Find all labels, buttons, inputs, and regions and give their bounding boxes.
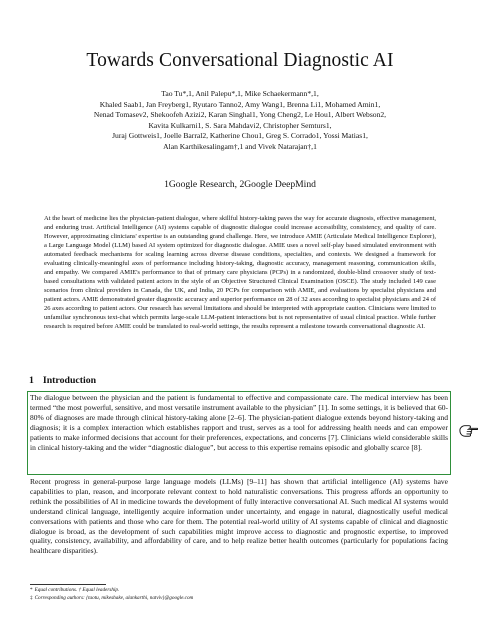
- section-title: Introduction: [42, 375, 97, 386]
- footnote-equal-contributions: * Equal contributions. † Equal leadership.: [30, 587, 120, 593]
- intro-paragraph-highlighted: The dialogue between the physician and the patient is fundamental to effective and compassionate care. The medical interview has been termed “the most powerful, sensitive, and most versatile instrument available to the physician” [1]. In some settings, it is believed that 60-80% of diagnoses are made through clinical history-taking alone [2–6]. The physician-patient dialogue extends beyond history-taking and diagnosis; it is a complex interaction which establishes rapport and trust, serves as a tool for addressing health needs and can empower patients to make informed decisions that account for their preferences, expectations, and concerns [7]. Clinicians wield considerable skills in clinical history-taking and the wider “diagnostic dialogue”, but access to this expertise remains episodic and globally scarce [8].: [30, 393, 448, 452]
- section-heading: [29, 375, 96, 386]
- paper-title: Towards Conversational Diagnostic AI: [86, 50, 394, 71]
- pointing-hand-icon: [459, 421, 478, 438]
- author-line: Juraj Gottweis1, Joelle Barral2, Katherine Chou1, Greg S. Corrado1, Yossi Matias1,: [112, 131, 368, 141]
- author-line: Tao Tu*,1, Anil Palepu*,1, Mike Schaekermann*,1,: [161, 89, 319, 98]
- affiliations: 1Google Research, 2Google DeepMind: [164, 179, 316, 190]
- footnote-rule: [30, 584, 106, 585]
- author-line: Khaled Saab1, Jan Freyberg1, Ryutaro Tanno2, Amy Wang1, Brenna Li1, Mohamed Amin1,: [99, 99, 381, 109]
- footnotes: [30, 587, 450, 602]
- author-line: Nenad Tomasev2, Shekoofeh Azizi2, Karan Singhal1, Yong Cheng2, Le Hou1, Albert Webson2,: [93, 110, 387, 120]
- abstract-text: At the heart of medicine lies the physician-patient dialogue, where skillful history-taking paves the way for accurate diagnosis, effective management, and enduring trust. Artificial Intelligence (AI) systems capable of diagnostic dialogue could increase accessibility, consistency, and quality of care. However, approximating clinicians' expertise is an outstanding grand challenge. Here, we introduce AMIE (Articulate Medical Intelligence Explorer), a Large Language Model (LLM) based AI system optimized for diagnostic dialogue. AMIE uses a novel self-play based simulated environment with automated feedback mechanisms for scaling learning across diverse disease conditions, specialties, and contexts. We designed a framework for evaluating clinically-meaningful axes of performance including history-taking, diagnostic accuracy, management reasoning, communication skills, and empathy. We compared AMIE's performance to that of primary care physicians (PCPs) in a randomized, double-blind crossover study of text-based consultations with validated patient actors in the style of an Objective Structured Clinical Examination (OSCE). The study included 149 case scenarios from clinical providers in Canada, the UK, and India, 20 PCPs for comparison with AMIE, and evaluations by specialist physicians and patient actors. AMIE demonstrated greater diagnostic accuracy and superior performance on 28 of 32 axes according to specialist physicians and 24 of 26 axes according to patient actors. Our research has several limitations and should be interpreted with appropriate caution. Clinicians were limited to unfamiliar synchronous text-chat which permits large-scale LLM-patient interactions but is not representative of usual clinical practice. While further research is required before AMIE could be translated to real-world settings, the results represent a milestone towards conversational diagnostic AI.: [44, 215, 436, 330]
- author-line: Kavita Kulkarni1, S. Sara Mahdavi2, Christopher Semturs1,: [148, 120, 332, 130]
- section-number: 1: [29, 375, 34, 386]
- author-line: Alan Karthikesalingam†,1 and Vivek Natarajan†,1: [163, 141, 317, 151]
- author-list: [30, 89, 450, 153]
- footnote-corresponding-authors: ‡ Corresponding authors: {taotu, mikeshake, alankarthi, natviv}@google.com: [30, 594, 194, 601]
- intro-paragraph: Recent progress in general-purpose large language models (LLMs) [9–11] has shown that artificial intelligence (AI) systems have capabilities to plan, reason, and incorporate relevant context to hold naturalistic conversations. This progress affords an opportunity to rethink the possibilities of AI in medicine towards the development of fully interactive conversational AI. Such medical AI systems would understand clinical language, intelligently acquire information under uncertainty, and engage in natural, diagnostically useful medical conversations with patients and those who care for them. The potential real-world utility of AI systems capable of clinical and diagnostic dialogue is broad, as the development of such capabilities might improve access to diagnostic and prognostic expertise, to improved quality, consistency, availability, and affordability of care, and to help realize better health outcomes (particularly for populations facing healthcare disparities).: [30, 477, 448, 556]
